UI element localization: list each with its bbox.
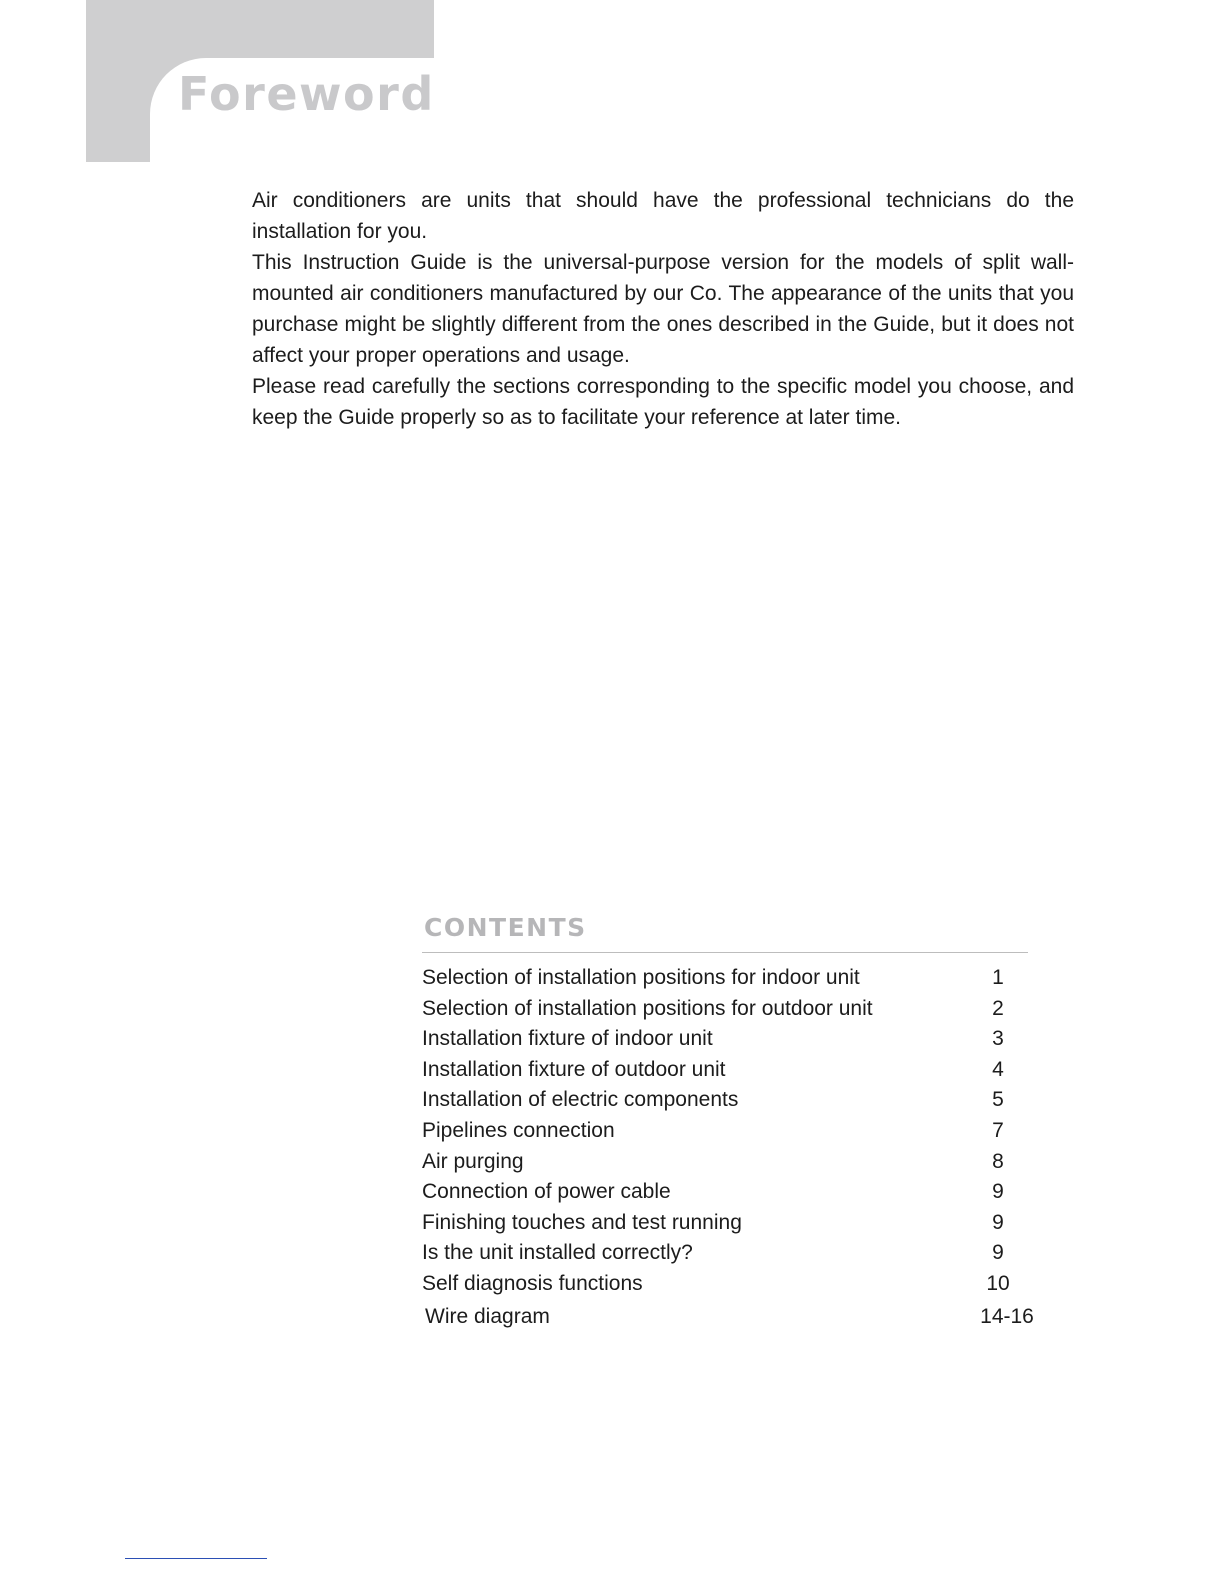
- toc-entry: [422, 1269, 1042, 1300]
- toc-entry-label: Pipelines connection: [422, 1118, 615, 1142]
- toc-entry-page: 3: [992, 1027, 1004, 1051]
- toc-entry-page: 14-16: [980, 1304, 1034, 1328]
- toc-entry-label: Installation fixture of outdoor unit: [422, 1057, 726, 1081]
- contents-divider: [422, 952, 1028, 953]
- toc-entry: [422, 1238, 1042, 1269]
- table-of-contents: [422, 910, 1042, 1332]
- contents-heading: CONTENTS: [424, 913, 587, 942]
- toc-entry-page: 9: [992, 1241, 1004, 1265]
- toc-entry-page: 4: [992, 1057, 1004, 1081]
- toc-entry: [422, 1055, 1042, 1086]
- toc-entry: [422, 1302, 1042, 1333]
- footer-rule: [125, 1558, 267, 1559]
- toc-list: [422, 963, 1042, 1332]
- toc-entry-label: Wire diagram: [425, 1304, 550, 1328]
- foreword-paragraph-3: Please read carefully the sections corresponding to the specific model you choose, and keep the Guide properly so as to facilitate your reference at later time.: [252, 375, 1074, 429]
- toc-entry-page: 5: [992, 1088, 1004, 1112]
- toc-entry-label: Selection of installation positions for outdoor unit: [422, 996, 873, 1020]
- toc-entry-page: 2: [992, 996, 1004, 1020]
- toc-entry-label: Installation of electric components: [422, 1088, 739, 1112]
- foreword-paragraph-2: This Instruction Guide is the universal-purpose version for the models of split wall-mounted air conditioners manufactured by our Co. The appearance of the units that you purchase might be slightly different from the ones described in the Guide, but it does not affect your proper operations and usage.: [252, 251, 1074, 367]
- toc-entry-page: 8: [992, 1149, 1004, 1173]
- toc-entry: [422, 1085, 1042, 1116]
- toc-entry: [422, 1177, 1042, 1208]
- toc-entry: [422, 1147, 1042, 1178]
- toc-entry-page: 7: [992, 1118, 1004, 1142]
- toc-entry-page: 10: [986, 1271, 1010, 1295]
- toc-entry-page: 9: [992, 1180, 1004, 1204]
- toc-entry: [422, 1208, 1042, 1239]
- toc-entry-page: 1: [992, 966, 1004, 989]
- toc-entry: [422, 963, 1042, 994]
- toc-entry-label: Self diagnosis functions: [422, 1271, 643, 1295]
- toc-entry-label: Connection of power cable: [422, 1180, 671, 1204]
- toc-entry: [422, 994, 1042, 1025]
- toc-entry: [422, 1024, 1042, 1055]
- toc-entry-label: Air purging: [422, 1149, 524, 1173]
- toc-entry-label: Selection of installation positions for indoor unit: [422, 966, 860, 989]
- toc-entry-label: Finishing touches and test running: [422, 1210, 742, 1234]
- foreword-text: [252, 185, 1074, 433]
- toc-entry-label: Is the unit installed correctly?: [422, 1241, 693, 1265]
- page-title: Foreword: [178, 67, 435, 121]
- toc-entry-label: Installation fixture of indoor unit: [422, 1027, 713, 1051]
- foreword-paragraph-1: Air conditioners are units that should have the professional technicians do the installation for you.: [252, 189, 1074, 243]
- toc-entry-page: 9: [992, 1210, 1004, 1234]
- toc-entry: [422, 1116, 1042, 1147]
